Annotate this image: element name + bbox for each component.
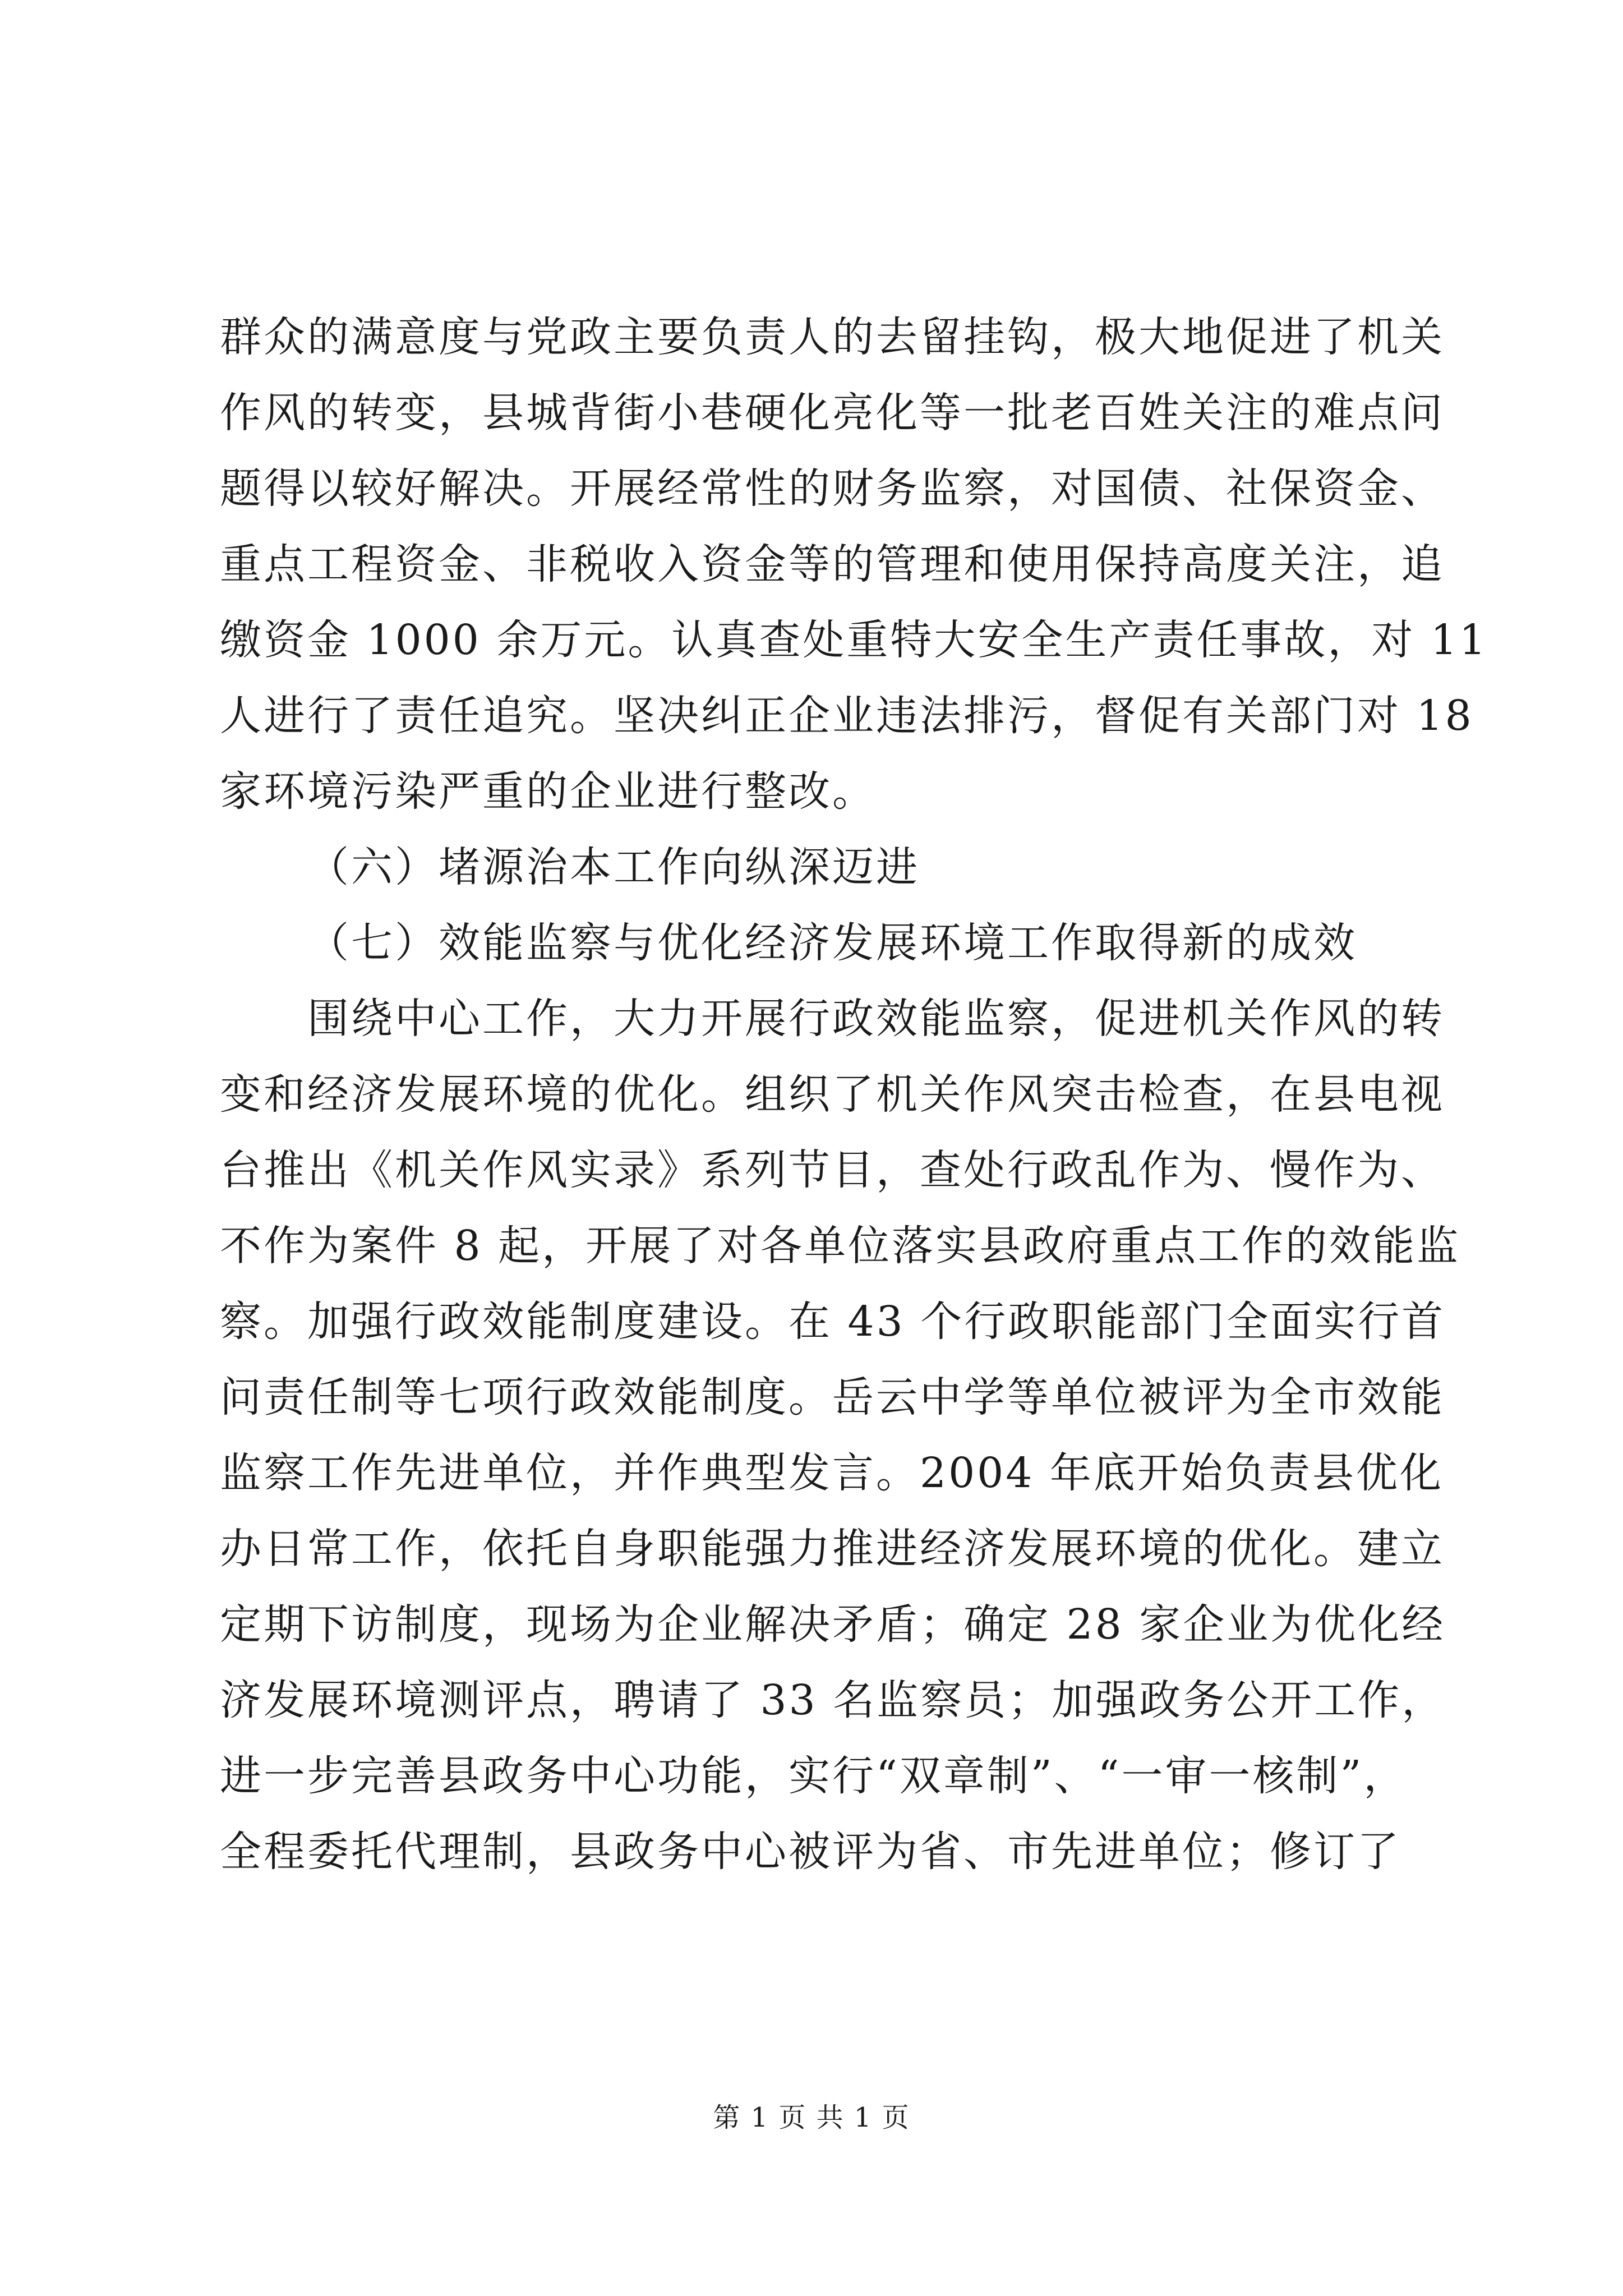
section-heading: （七）效能监察与优化经济发展环境工作取得新的成效 [307, 919, 1357, 967]
text-line: 台推出《机关作风实录》系列节目，查处行政乱作为、慢作为、 [220, 1146, 1445, 1194]
text-line: 题得以较好解决。开展经常性的财务监察，对国债、社保资金、 [220, 464, 1445, 513]
text-line: 群众的满意度与党政主要负责人的去留挂钩，极大地促进了机关 [220, 313, 1445, 361]
text-line: 不作为案件 8 起，开展了对各单位落实县政府重点工作的效能监 [220, 1222, 1461, 1270]
text-line: 作风的转变，县城背街小巷硬化亮化等一批老百姓关注的难点问 [220, 389, 1445, 437]
text-line: 问责任制等七项行政效能制度。岳云中学等单位被评为全市效能 [220, 1373, 1445, 1421]
text-line: 济发展环境测评点，聘请了 33 名监察员；加强政务公开工作， [220, 1676, 1446, 1724]
text-line: 家环境污染严重的企业进行整改。 [220, 767, 876, 816]
text-line: 全程委托代理制，县政务中心被评为省、市先进单位；修订了 [220, 1828, 1401, 1876]
text-line: 重点工程资金、非税收入资金等的管理和使用保持高度关注，追 [220, 540, 1445, 588]
text-line: 变和经济发展环境的优化。组织了机关作风突击检查，在县电视 [220, 1070, 1445, 1119]
text-line: 办日常工作，依托自身职能强力推进经济发展环境的优化。建立 [220, 1525, 1445, 1573]
page-footer: 第 1 页 共 1 页 [713, 2102, 910, 2133]
text-line: 定期下访制度，现场为企业解决矛盾；确定 28 家企业为优化经 [220, 1600, 1446, 1649]
text-line: 围绕中心工作，大力开展行政效能监察，促进机关作风的转 [307, 995, 1445, 1043]
text-line: 缴资金 1000 余万元。认真查处重特大安全生产责任事故，对 11 [220, 616, 1488, 664]
section-heading: （六）堵源治本工作向纵深迈进 [307, 843, 920, 891]
text-line: 监察工作先进单位，并作典型发言。2004 年底开始负责县优化 [220, 1449, 1444, 1497]
text-line: 进一步完善县政务中心功能，实行“双章制”、“一审一核制”， [220, 1752, 1408, 1800]
text-line: 察。加强行政效能制度建设。在 43 个行政职能部门全面实行首 [220, 1297, 1446, 1346]
text-line: 人进行了责任追究。坚决纠正企业违法排污，督促有关部门对 18 [220, 692, 1474, 740]
